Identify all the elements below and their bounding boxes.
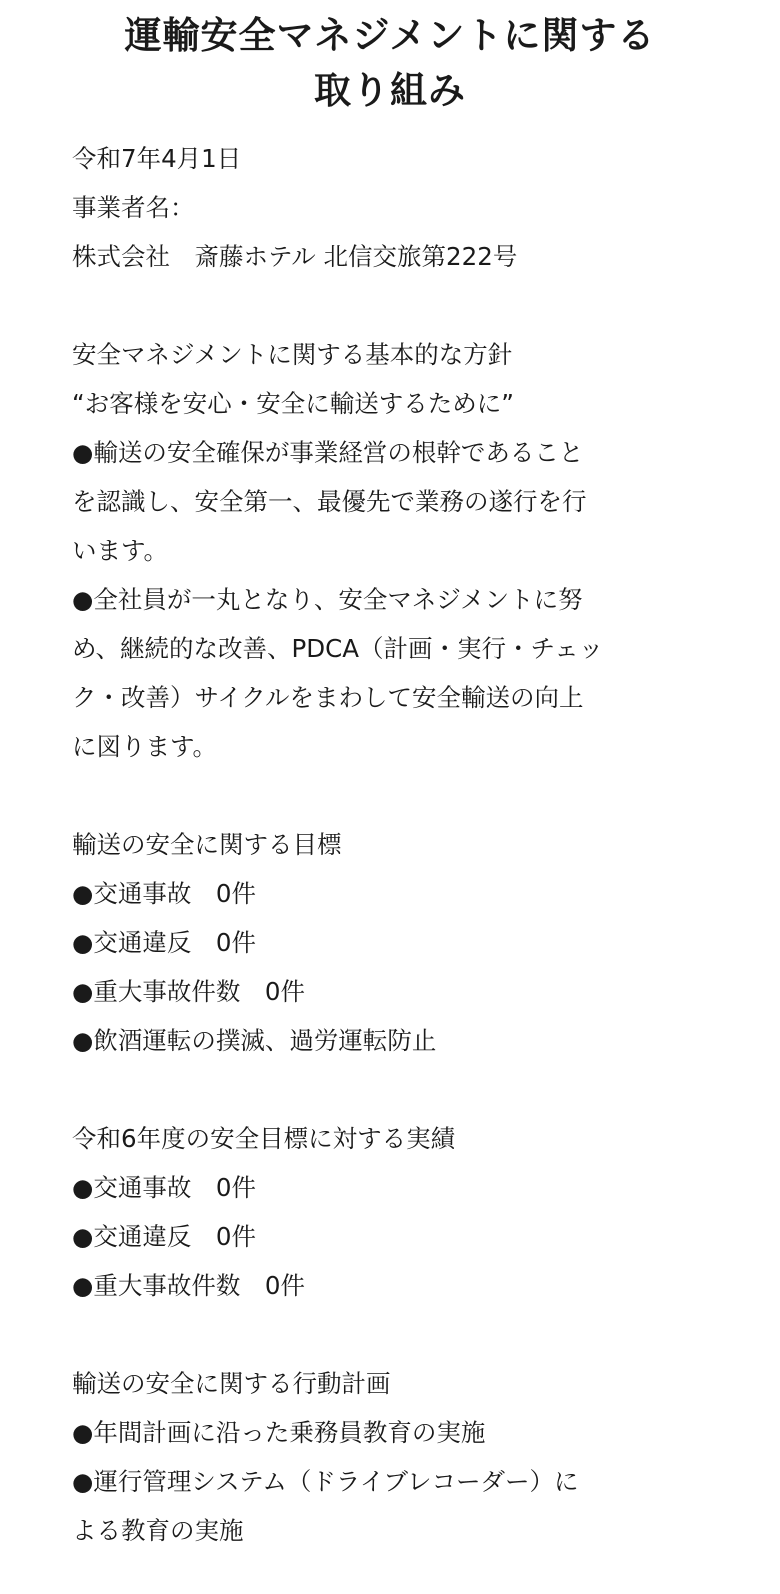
policy-item-2-line-1: ●全社員が一丸となり、安全マネジメントに努 [72,585,583,614]
goals-heading: 輸送の安全に関する目標 [72,830,342,859]
plan-section [72,1359,712,1555]
spacer [72,281,712,330]
issue-date: 令和7年4月1日 [72,144,242,173]
goal-item: ●重大事故件数 0件 [72,977,305,1006]
policy-heading: 安全マネジメントに関する基本的な方針 [72,340,513,369]
operator-name: 株式会社 斎藤ホテル 北信交旅第222号 [72,242,518,271]
results-heading: 令和6年度の安全目標に対する実績 [72,1124,456,1153]
page-title-line-1: 運輸安全マネジメントに関する [124,14,656,57]
plan-heading: 輸送の安全に関する行動計画 [72,1369,391,1398]
policy-item-1-line-1: ●輸送の安全確保が事業経営の根幹であること [72,438,584,467]
result-item: ●重大事故件数 0件 [72,1271,305,1300]
policy-motto: “お客様を安心・安全に輸送するために” [72,389,514,418]
policy-section [72,330,712,771]
policy-item-1-line-2: を認識し、安全第一、最優先で業務の遂行を行 [72,487,587,516]
header-section [72,134,712,281]
plan-item-1: ●年間計画に沿った乗務員教育の実施 [72,1418,486,1447]
policy-item-2-line-4: に図ります。 [72,732,218,761]
results-section [72,1114,712,1310]
goal-item: ●交通事故 0件 [72,879,256,908]
plan-item-2-line-2: よる教育の実施 [72,1516,244,1545]
goals-section [72,820,712,1065]
page-title [0,0,780,118]
result-item: ●交通違反 0件 [72,1222,256,1251]
plan-item-2-line-1: ●運行管理システム（ドライブレコーダー）に [72,1467,579,1496]
spacer [72,771,712,820]
goal-item: ●交通違反 0件 [72,928,256,957]
policy-item-2-line-3: ク・改善）サイクルをまわして安全輸送の向上 [72,683,584,712]
result-item: ●交通事故 0件 [72,1173,256,1202]
spacer [72,1310,712,1359]
page-title-line-2: 取り組み [314,69,466,112]
policy-item-2-line-2: め、継続的な改善、PDCA（計画・実行・チェッ [72,634,604,663]
goal-item: ●飲酒運転の撲滅、過労運転防止 [72,1026,437,1055]
policy-item-1-line-3: います。 [72,536,169,565]
document-body [72,134,712,1555]
operator-label: 事業者名： [72,193,195,222]
spacer [72,1065,712,1114]
